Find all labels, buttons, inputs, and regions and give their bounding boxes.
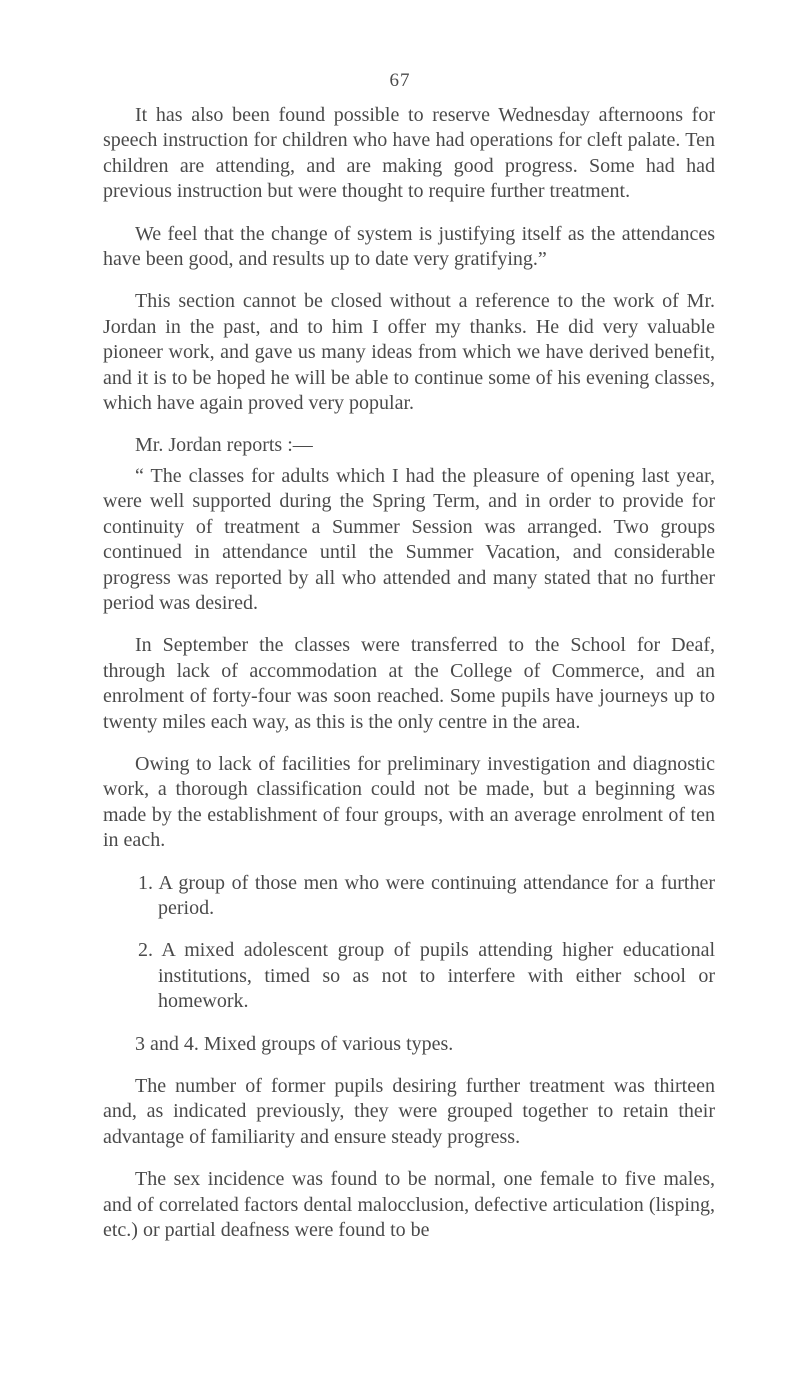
paragraph-cleft-palate: It has also been found possible to reserve Wednesday afternoons for speech instruction for children who have had operations for cleft palate. Ten children are attending, and are making good progress. Some had had previous instruction but were thought to require further treatment.: [103, 104, 715, 203]
paragraph-former-pupils: The number of former pupils desiring further treatment was thirteen and, as indicated previously, they were grouped together to retain their advantage of familiarity and ensure steady progress.: [103, 1075, 715, 1148]
body-text: [103, 103, 715, 1243]
paragraph-sex-incidence: The sex incidence was found to be normal, one female to five males, and of correlated factors dental malocclusion, defective articulation (lisping, etc.) or partial deafness were found to be: [103, 1168, 715, 1242]
list-item-group-1: 1. A group of those men who were continuing attendance for a further period.: [138, 871, 715, 919]
page-number: 67: [389, 70, 411, 91]
paragraph-adult-classes: “ The classes for adults which I had the pleasure of opening last year, were well supported during the Spring Term, and in order to provide for continuity of treatment a Summer Session was arranged. Two groups continued in attendance until the Summer Vacation, and considerable progress was reported by all who attended and many stated that no further period was desired.: [103, 464, 715, 614]
paragraph-classification: Owing to lack of facilities for preliminary investigation and diagnostic work, a thorough classification could not be made, but a beginning was made by the establishment of four groups, with an average enrolment of ten in each.: [103, 752, 715, 852]
paragraph-change-of-system: We feel that the change of system is justifying itself as the attendances have been good, and results up to date very gratifying.”: [103, 222, 715, 271]
paragraph-september-transfer: In September the classes were transferred to the School for Deaf, through lack of accommodation at the College of Commerce, and an enrolment of forty-four was soon reached. Some pupils have journeys up to twenty miles each way, as this is the only centre in the area.: [103, 634, 715, 733]
list-item-groups-3-4: 3 and 4. Mixed groups of various types.: [135, 1032, 454, 1055]
paragraph-mr-jordan-reference: This section cannot be closed without a reference to the work of Mr. Jordan in the past, and to him I offer my thanks. He did very valuable pioneer work, and gave us many ideas from which we have derived benefit, and it is to be hoped he will be able to continue some of his evening classes, which have again proved very popular.: [103, 290, 715, 415]
list-item-group-2: 2. A mixed adolescent group of pupils attending higher educational institutions, timed so as not to interfere with either school or homework.: [138, 939, 715, 1013]
paragraph-jordan-reports: Mr. Jordan reports :—: [135, 434, 313, 457]
